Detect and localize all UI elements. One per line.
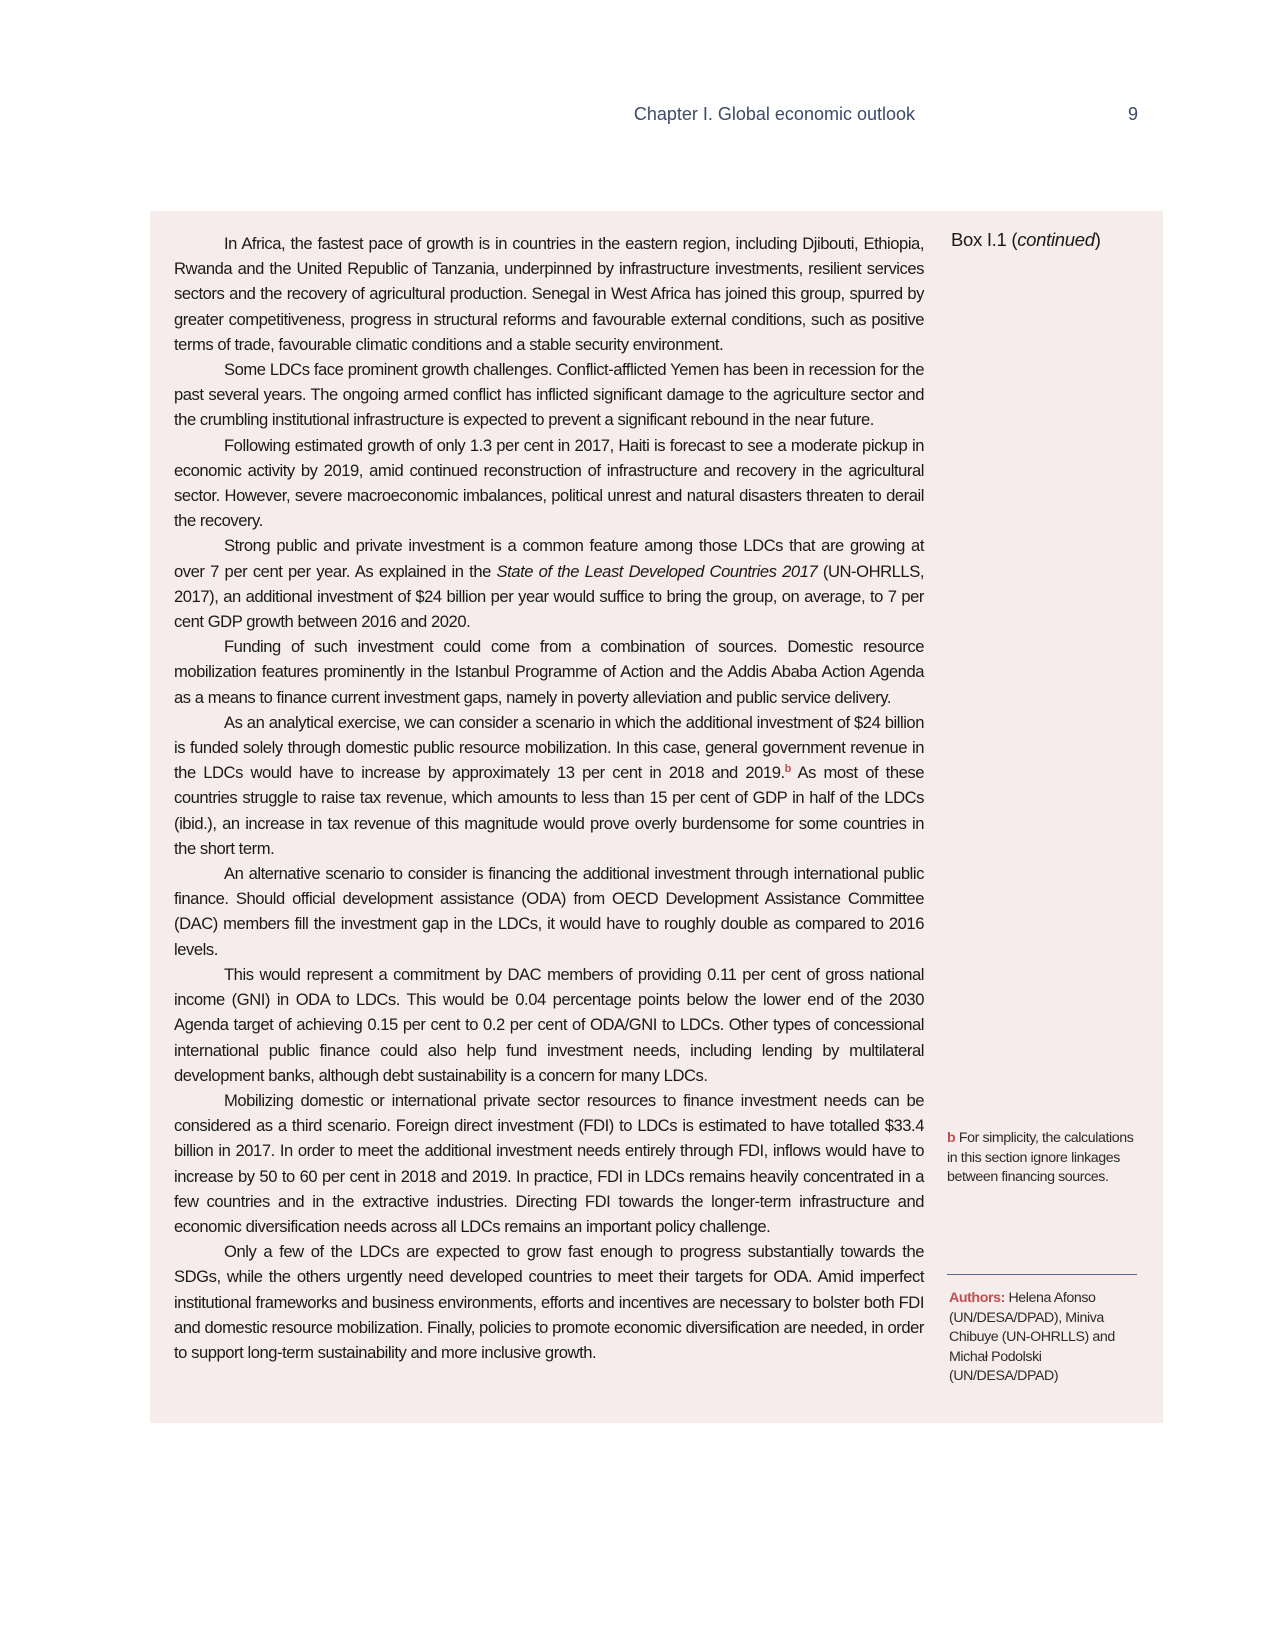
box-panel <box>150 211 1163 1423</box>
authors-label: Authors: <box>949 1290 1005 1306</box>
footnote-text: For simplicity, the calculations in this section ignore linkages between financing sources. <box>947 1130 1134 1185</box>
box-label-continued: continued <box>1017 229 1095 250</box>
paragraph-text: (UN-OHRLLS, 2017), an additional investment of $24 billion per year would suffice to bring the group, on average, to 7 per cent GDP growth between 2016 and 2020. <box>174 561 924 632</box>
paragraph-dac-commitment: This would represent a commitment by DAC members of providing 0.11 per cent of gross national income (GNI) in ODA to LDCs. This would be 0.04 percentage points below the lower end of the 2030 Agenda target of achieving 0.15 per cent to 0.2 per cent of ODA/GNI to LDCs. Other types of concessional international public finance could also help fund investment needs, including lending by multilateral development banks, although debt sustainability is a concern for many LDCs. <box>174 964 924 1085</box>
paragraph-haiti: Following estimated growth of only 1.3 per cent in 2017, Haiti is forecast to see a moderate pickup in economic activity by 2019, amid continued reconstruction of infrastructure and recovery in the agricultural sector. However, severe macroeconomic imbalances, political unrest and natural disasters threaten to derail the recovery. <box>174 435 924 531</box>
paragraph-text: As an analytical exercise, we can consider a scenario in which the additional investment of $24 billion is funded solely through domestic public resource mobilization. In this case, general government revenue in the LDCs would have to increase by approximately 13 per cent in 2018 and 2019. <box>174 712 924 783</box>
chapter-title: Chapter I. Global economic outlook <box>633 104 915 124</box>
paragraph-oda-scenario: An alternative scenario to consider is financing the additional investment through international public finance. Should official development assistance (ODA) from OECD Development Assistance Committee (DAC) members fill the investment gap in the LDCs, it would have to roughly double as compared to 2016 levels. <box>174 864 924 959</box>
box-label-suffix: ) <box>1094 229 1101 250</box>
paragraph-conclusion: Only a few of the LDCs are expected to grow fast enough to progress substantially towards the SDGs, while the others urgently need developed countries to meet their targets for ODA. Amid imperfect institutional frameworks and business environments, efforts and incentives are necessary to bolster both FDI and domestic resource mobilization. Finally, policies to promote economic diversification are needed, in order to support long-term sustainability and more inclusive growth. <box>174 1242 924 1362</box>
paragraph-africa: In Africa, the fastest pace of growth is in countries in the eastern region, including Djibouti, Ethiopia, Rwanda and the United Republic of Tanzania, underpinned by infrastructure investments, resilient services sectors and the recovery of agricultural production. Senegal in West Africa has joined this group, spurred by greater competitiveness, progress in structural reforms and favourable external conditions, such as positive terms of trade, favourable climatic conditions and a stable security environment. <box>174 234 924 354</box>
sidebar-divider <box>947 1274 1137 1275</box>
paragraph-domestic-scenario <box>174 710 924 861</box>
report-title: State of the Least Developed Countries 2017 <box>496 561 818 581</box>
paragraph-yemen: Some LDCs face prominent growth challenges. Conflict-afflicted Yemen has been in recession for the past several years. The ongoing armed conflict has inflicted significant damage to the agriculture sector and the crumbling institutional infrastructure is expected to prevent a significant rebound in the near future. <box>174 360 924 430</box>
footnote-reference: b <box>784 763 791 776</box>
box-label <box>951 229 1101 251</box>
paragraph-investment <box>174 533 924 634</box>
authors-note <box>949 1289 1139 1387</box>
box-label-prefix: Box I.1 ( <box>951 229 1018 250</box>
page-number: 9 <box>1127 104 1138 124</box>
authors-names: Helena Afonso (UN/DESA/DPAD), Miniva Chibuye (UN-OHRLLS) and Michał Podolski (UN/DESA/DPAD) <box>949 1290 1115 1384</box>
footnote-marker: b <box>947 1130 956 1146</box>
paragraph-fdi-scenario: Mobilizing domestic or international private sector resources to finance investment needs can be considered as a third scenario. Foreign direct investment (FDI) to LDCs is estimated to have totalled $33.4 billion in 2017. In order to meet the additional investment needs entirely through FDI, inflows would have to increase by 50 to 60 per cent in 2018 and 2019. In practice, FDI in LDCs remains heavily concentrated in a few countries and in the extractive industries. Directing FDI towards the longer-term infrastructure and economic diversification needs across all LDCs remains an important policy challenge. <box>174 1090 924 1236</box>
footnote <box>947 1129 1137 1188</box>
paragraph-text: Strong public and private investment is a common feature among those LDCs that are growing at over 7 per cent per year. As explained in the <box>174 536 924 581</box>
paragraph-funding: Funding of such investment could come from a combination of sources. Domestic resource mobilization features prominently in the Istanbul Programme of Action and the Addis Ababa Action Agenda as a means to finance current investment gaps, namely in poverty alleviation and public service delivery. <box>174 637 924 707</box>
box-body <box>174 231 924 1365</box>
paragraph-text: As most of these countries struggle to raise tax revenue, which amounts to less than 15 per cent of GDP in half of the LDCs (ibid.), an increase in tax revenue of this magnitude would prove overly burdensome for some countries in the short term. <box>174 763 924 858</box>
